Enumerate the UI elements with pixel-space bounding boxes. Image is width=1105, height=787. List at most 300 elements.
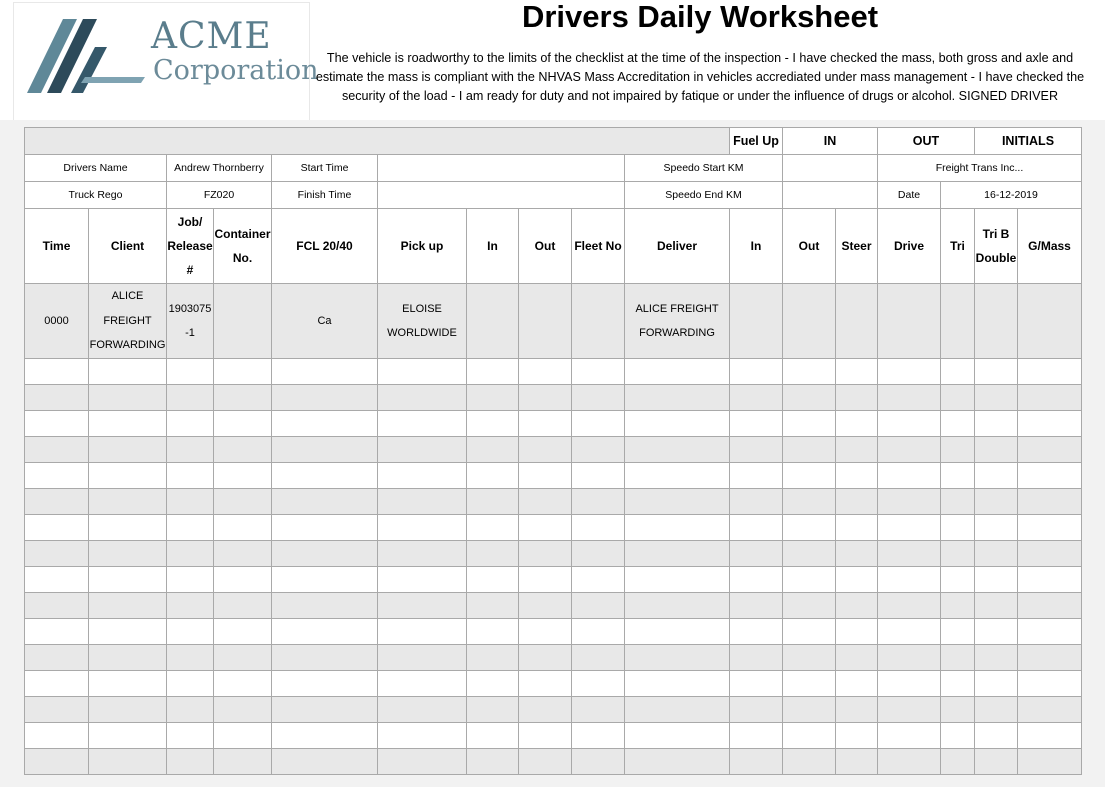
empty-cell[interactable]: [25, 359, 89, 385]
empty-cell[interactable]: [625, 489, 730, 515]
empty-cell[interactable]: [25, 619, 89, 645]
empty-cell[interactable]: [467, 359, 519, 385]
empty-cell[interactable]: [783, 411, 836, 437]
empty-cell[interactable]: [25, 385, 89, 411]
empty-cell[interactable]: [25, 723, 89, 749]
empty-cell[interactable]: [730, 359, 783, 385]
empty-cell[interactable]: [941, 697, 975, 723]
empty-cell[interactable]: [25, 437, 89, 463]
empty-cell[interactable]: [836, 385, 878, 411]
empty-cell[interactable]: [730, 437, 783, 463]
empty-cell[interactable]: [783, 723, 836, 749]
empty-cell[interactable]: [572, 567, 625, 593]
empty-cell[interactable]: [625, 567, 730, 593]
empty-cell[interactable]: [378, 489, 467, 515]
empty-cell[interactable]: [1018, 567, 1082, 593]
empty-cell[interactable]: [1018, 671, 1082, 697]
empty-cell[interactable]: [975, 697, 1018, 723]
empty-cell[interactable]: [975, 723, 1018, 749]
empty-cell[interactable]: [89, 593, 167, 619]
empty-cell[interactable]: [783, 697, 836, 723]
drivers-name-value[interactable]: Andrew Thornberry: [167, 155, 272, 182]
empty-cell[interactable]: [378, 541, 467, 567]
empty-cell[interactable]: [89, 359, 167, 385]
empty-cell[interactable]: [975, 593, 1018, 619]
empty-cell[interactable]: [519, 359, 572, 385]
empty-cell[interactable]: [272, 749, 378, 775]
empty-cell[interactable]: [836, 515, 878, 541]
empty-cell[interactable]: [378, 567, 467, 593]
empty-cell[interactable]: [836, 567, 878, 593]
empty-cell[interactable]: [272, 697, 378, 723]
empty-cell[interactable]: [25, 671, 89, 697]
empty-cell[interactable]: [25, 749, 89, 775]
empty-cell[interactable]: [836, 723, 878, 749]
empty-cell[interactable]: [783, 515, 836, 541]
empty-cell[interactable]: [167, 671, 214, 697]
empty-cell[interactable]: [975, 619, 1018, 645]
empty-cell[interactable]: [783, 385, 836, 411]
empty-cell[interactable]: [519, 567, 572, 593]
empty-cell[interactable]: [730, 723, 783, 749]
empty-cell[interactable]: [89, 697, 167, 723]
empty-cell[interactable]: [572, 645, 625, 671]
empty-cell[interactable]: [572, 749, 625, 775]
empty-cell[interactable]: [214, 671, 272, 697]
empty-cell[interactable]: [730, 619, 783, 645]
empty-cell[interactable]: [25, 541, 89, 567]
empty-cell[interactable]: [167, 749, 214, 775]
empty-cell[interactable]: [783, 671, 836, 697]
empty-cell[interactable]: [467, 671, 519, 697]
empty-cell[interactable]: [941, 541, 975, 567]
empty-cell[interactable]: [25, 593, 89, 619]
empty-cell[interactable]: [783, 541, 836, 567]
empty-cell[interactable]: [625, 515, 730, 541]
speedo-start-value[interactable]: [783, 155, 878, 182]
empty-cell[interactable]: [783, 593, 836, 619]
empty-cell[interactable]: [272, 671, 378, 697]
empty-cell[interactable]: [89, 541, 167, 567]
empty-cell[interactable]: [214, 619, 272, 645]
empty-cell[interactable]: [1018, 593, 1082, 619]
empty-cell[interactable]: [272, 385, 378, 411]
empty-cell[interactable]: [572, 619, 625, 645]
empty-cell[interactable]: [730, 749, 783, 775]
empty-cell[interactable]: [519, 619, 572, 645]
empty-cell[interactable]: [730, 515, 783, 541]
empty-cell[interactable]: [572, 463, 625, 489]
empty-cell[interactable]: [272, 437, 378, 463]
empty-cell[interactable]: [878, 359, 941, 385]
empty-cell[interactable]: [519, 671, 572, 697]
empty-cell[interactable]: [272, 359, 378, 385]
cell-tri-b-double[interactable]: [975, 284, 1018, 359]
cell-out-2[interactable]: [783, 284, 836, 359]
empty-cell[interactable]: [378, 515, 467, 541]
empty-cell[interactable]: [467, 515, 519, 541]
empty-cell[interactable]: [214, 411, 272, 437]
empty-cell[interactable]: [214, 489, 272, 515]
empty-cell[interactable]: [878, 489, 941, 515]
empty-cell[interactable]: [572, 671, 625, 697]
empty-cell[interactable]: [730, 645, 783, 671]
empty-cell[interactable]: [836, 645, 878, 671]
empty-cell[interactable]: [975, 567, 1018, 593]
empty-cell[interactable]: [1018, 749, 1082, 775]
empty-cell[interactable]: [378, 671, 467, 697]
empty-cell[interactable]: [1018, 619, 1082, 645]
empty-cell[interactable]: [519, 749, 572, 775]
empty-cell[interactable]: [167, 541, 214, 567]
empty-cell[interactable]: [730, 385, 783, 411]
empty-cell[interactable]: [467, 697, 519, 723]
cell-client[interactable]: ALICE FREIGHT FORWARDING: [89, 284, 167, 359]
empty-cell[interactable]: [730, 593, 783, 619]
empty-cell[interactable]: [167, 697, 214, 723]
start-time-value[interactable]: [378, 155, 625, 182]
empty-cell[interactable]: [467, 437, 519, 463]
empty-cell[interactable]: [625, 359, 730, 385]
empty-cell[interactable]: [625, 723, 730, 749]
empty-cell[interactable]: [167, 515, 214, 541]
empty-cell[interactable]: [783, 619, 836, 645]
empty-cell[interactable]: [167, 437, 214, 463]
empty-cell[interactable]: [878, 697, 941, 723]
empty-cell[interactable]: [625, 671, 730, 697]
empty-cell[interactable]: [467, 411, 519, 437]
empty-cell[interactable]: [272, 515, 378, 541]
empty-cell[interactable]: [272, 619, 378, 645]
col-tri-b-double: [975, 209, 1018, 284]
empty-cell[interactable]: [975, 541, 1018, 567]
empty-cell[interactable]: [625, 619, 730, 645]
empty-cell[interactable]: [625, 411, 730, 437]
empty-cell[interactable]: [572, 593, 625, 619]
empty-cell[interactable]: [836, 437, 878, 463]
empty-cell[interactable]: [836, 411, 878, 437]
empty-cell[interactable]: [89, 567, 167, 593]
empty-cell[interactable]: [214, 385, 272, 411]
empty-cell[interactable]: [214, 567, 272, 593]
empty-cell[interactable]: [941, 723, 975, 749]
empty-cell[interactable]: [836, 619, 878, 645]
cell-pickup[interactable]: ELOISE WORLDWIDE: [378, 284, 467, 359]
empty-cell[interactable]: [167, 593, 214, 619]
empty-cell[interactable]: [783, 489, 836, 515]
empty-cell[interactable]: [214, 749, 272, 775]
empty-cell[interactable]: [572, 437, 625, 463]
empty-cell[interactable]: [941, 619, 975, 645]
empty-cell[interactable]: [625, 645, 730, 671]
empty-cell[interactable]: [878, 411, 941, 437]
empty-cell[interactable]: [272, 723, 378, 749]
empty-cell[interactable]: [975, 489, 1018, 515]
empty-cell[interactable]: [1018, 515, 1082, 541]
empty-cell[interactable]: [572, 385, 625, 411]
empty-cell[interactable]: [975, 671, 1018, 697]
empty-cell[interactable]: [625, 697, 730, 723]
empty-cell[interactable]: [467, 541, 519, 567]
empty-cell[interactable]: [878, 385, 941, 411]
empty-cell[interactable]: [378, 619, 467, 645]
empty-cell[interactable]: [519, 723, 572, 749]
empty-cell[interactable]: [730, 411, 783, 437]
empty-cell[interactable]: [878, 671, 941, 697]
empty-cell[interactable]: [25, 489, 89, 515]
empty-cell[interactable]: [378, 749, 467, 775]
empty-cell[interactable]: [519, 697, 572, 723]
empty-cell[interactable]: [378, 359, 467, 385]
cell-in-2[interactable]: [730, 284, 783, 359]
in-header: IN: [783, 128, 878, 155]
empty-cell[interactable]: [878, 541, 941, 567]
cell-time[interactable]: 0000: [25, 284, 89, 359]
empty-cell[interactable]: [467, 593, 519, 619]
empty-cell[interactable]: [836, 671, 878, 697]
empty-cell[interactable]: [878, 463, 941, 489]
empty-cell[interactable]: [25, 515, 89, 541]
cell-job-release[interactable]: 1903075-1: [167, 284, 214, 359]
empty-cell[interactable]: [730, 567, 783, 593]
empty-cell[interactable]: [975, 515, 1018, 541]
empty-cell[interactable]: [1018, 697, 1082, 723]
empty-cell[interactable]: [941, 437, 975, 463]
empty-cell[interactable]: [214, 515, 272, 541]
company-logo: [13, 2, 319, 121]
empty-cell[interactable]: [730, 489, 783, 515]
truck-rego-value[interactable]: FZ020: [167, 182, 272, 209]
empty-cell[interactable]: [378, 593, 467, 619]
empty-cell[interactable]: [878, 567, 941, 593]
empty-cell[interactable]: [519, 385, 572, 411]
empty-cell[interactable]: [878, 437, 941, 463]
empty-cell[interactable]: [167, 411, 214, 437]
cell-steer[interactable]: [836, 284, 878, 359]
empty-cell[interactable]: [625, 463, 730, 489]
empty-cell[interactable]: [783, 463, 836, 489]
empty-cell[interactable]: [878, 723, 941, 749]
empty-cell[interactable]: [272, 411, 378, 437]
empty-cell[interactable]: [941, 749, 975, 775]
empty-cell[interactable]: [572, 411, 625, 437]
empty-cell[interactable]: [214, 593, 272, 619]
empty-cell[interactable]: [836, 463, 878, 489]
empty-cell[interactable]: [836, 697, 878, 723]
empty-cell[interactable]: [378, 411, 467, 437]
empty-cell[interactable]: [783, 359, 836, 385]
empty-cell[interactable]: [836, 541, 878, 567]
empty-cell[interactable]: [167, 645, 214, 671]
empty-cell[interactable]: [519, 489, 572, 515]
empty-cell[interactable]: [941, 671, 975, 697]
empty-cell[interactable]: [467, 619, 519, 645]
empty-cell[interactable]: [89, 749, 167, 775]
empty-cell[interactable]: [519, 593, 572, 619]
empty-cell[interactable]: [378, 697, 467, 723]
empty-cell[interactable]: [878, 593, 941, 619]
empty-cell[interactable]: [519, 541, 572, 567]
empty-cell[interactable]: [25, 411, 89, 437]
empty-cell[interactable]: [378, 437, 467, 463]
empty-cell[interactable]: [214, 541, 272, 567]
empty-cell[interactable]: [214, 697, 272, 723]
company-name[interactable]: Freight Trans Inc...: [878, 155, 1082, 182]
empty-cell[interactable]: [167, 385, 214, 411]
cell-in[interactable]: [467, 284, 519, 359]
empty-cell[interactable]: [89, 515, 167, 541]
empty-cell[interactable]: [25, 463, 89, 489]
empty-cell[interactable]: [783, 567, 836, 593]
empty-cell[interactable]: [89, 671, 167, 697]
empty-cell[interactable]: [214, 437, 272, 463]
empty-cell[interactable]: [1018, 723, 1082, 749]
cell-container[interactable]: [214, 284, 272, 359]
empty-cell[interactable]: [167, 463, 214, 489]
empty-cell[interactable]: [467, 489, 519, 515]
empty-cell[interactable]: [625, 749, 730, 775]
empty-cell[interactable]: [167, 359, 214, 385]
empty-cell[interactable]: [625, 541, 730, 567]
cell-out[interactable]: [519, 284, 572, 359]
empty-cell[interactable]: [572, 489, 625, 515]
empty-cell[interactable]: [519, 437, 572, 463]
empty-cell[interactable]: [836, 593, 878, 619]
empty-cell[interactable]: [272, 567, 378, 593]
cell-deliver[interactable]: ALICE FREIGHT FORWARDING: [625, 284, 730, 359]
empty-cell[interactable]: [730, 463, 783, 489]
empty-cell[interactable]: [25, 645, 89, 671]
empty-cell[interactable]: [975, 385, 1018, 411]
empty-cell[interactable]: [1018, 489, 1082, 515]
empty-cell[interactable]: [467, 749, 519, 775]
empty-cell[interactable]: [878, 749, 941, 775]
empty-cell[interactable]: [941, 385, 975, 411]
empty-cell[interactable]: [1018, 645, 1082, 671]
empty-cell[interactable]: [519, 463, 572, 489]
empty-cell[interactable]: [836, 359, 878, 385]
empty-cell[interactable]: [836, 749, 878, 775]
empty-cell[interactable]: [89, 411, 167, 437]
empty-cell[interactable]: [272, 541, 378, 567]
empty-cell[interactable]: [836, 489, 878, 515]
empty-cell[interactable]: [730, 697, 783, 723]
empty-cell[interactable]: [941, 359, 975, 385]
cell-fcl[interactable]: Ca: [272, 284, 378, 359]
empty-cell[interactable]: [89, 723, 167, 749]
empty-cell[interactable]: [25, 697, 89, 723]
cell-drive[interactable]: [878, 284, 941, 359]
empty-cell[interactable]: [975, 437, 1018, 463]
empty-cell[interactable]: [378, 723, 467, 749]
empty-cell[interactable]: [941, 463, 975, 489]
empty-cell[interactable]: [89, 463, 167, 489]
empty-cell[interactable]: [89, 437, 167, 463]
empty-cell[interactable]: [975, 463, 1018, 489]
empty-cell[interactable]: [25, 567, 89, 593]
empty-cell[interactable]: [378, 463, 467, 489]
empty-cell[interactable]: [941, 515, 975, 541]
cell-tri[interactable]: [941, 284, 975, 359]
empty-cell[interactable]: [975, 749, 1018, 775]
empty-cell[interactable]: [378, 385, 467, 411]
speedo-end-value[interactable]: [783, 182, 878, 209]
empty-cell[interactable]: [167, 619, 214, 645]
empty-cell[interactable]: [1018, 411, 1082, 437]
empty-cell[interactable]: [975, 645, 1018, 671]
empty-cell[interactable]: [214, 645, 272, 671]
empty-cell[interactable]: [167, 723, 214, 749]
empty-cell[interactable]: [272, 489, 378, 515]
empty-cell[interactable]: [878, 619, 941, 645]
empty-cell[interactable]: [467, 463, 519, 489]
empty-cell[interactable]: [467, 645, 519, 671]
empty-cell[interactable]: [783, 645, 836, 671]
empty-cell[interactable]: [272, 593, 378, 619]
empty-cell[interactable]: [975, 359, 1018, 385]
empty-cell[interactable]: [1018, 359, 1082, 385]
empty-cell[interactable]: [89, 645, 167, 671]
empty-cell[interactable]: [941, 411, 975, 437]
empty-cell[interactable]: [214, 359, 272, 385]
empty-cell[interactable]: [975, 411, 1018, 437]
empty-cell[interactable]: [941, 593, 975, 619]
empty-cell[interactable]: [941, 567, 975, 593]
empty-cell[interactable]: [89, 385, 167, 411]
empty-cell[interactable]: [1018, 541, 1082, 567]
empty-cell[interactable]: [572, 515, 625, 541]
empty-cell[interactable]: [1018, 385, 1082, 411]
empty-cell[interactable]: [214, 723, 272, 749]
empty-cell[interactable]: [941, 645, 975, 671]
empty-cell[interactable]: [89, 489, 167, 515]
empty-cell[interactable]: [519, 515, 572, 541]
empty-cell[interactable]: [572, 541, 625, 567]
empty-cell[interactable]: [730, 541, 783, 567]
empty-cell[interactable]: [572, 723, 625, 749]
cell-gmass[interactable]: [1018, 284, 1082, 359]
empty-cell[interactable]: [89, 619, 167, 645]
empty-cell[interactable]: [625, 385, 730, 411]
empty-cell[interactable]: [167, 567, 214, 593]
empty-cell[interactable]: [272, 463, 378, 489]
empty-cell[interactable]: [272, 645, 378, 671]
empty-cell[interactable]: [941, 489, 975, 515]
empty-cell[interactable]: [467, 723, 519, 749]
empty-cell[interactable]: [378, 645, 467, 671]
empty-cell[interactable]: [625, 437, 730, 463]
empty-cell[interactable]: [519, 411, 572, 437]
empty-cell[interactable]: [1018, 463, 1082, 489]
empty-cell[interactable]: [783, 749, 836, 775]
date-value[interactable]: 16-12-2019: [941, 182, 1082, 209]
empty-cell[interactable]: [519, 645, 572, 671]
empty-cell[interactable]: [625, 593, 730, 619]
empty-cell[interactable]: [214, 463, 272, 489]
empty-cell[interactable]: [878, 515, 941, 541]
empty-cell[interactable]: [467, 385, 519, 411]
empty-cell[interactable]: [167, 489, 214, 515]
finish-time-value[interactable]: [378, 182, 625, 209]
empty-cell[interactable]: [783, 437, 836, 463]
empty-cell[interactable]: [1018, 437, 1082, 463]
empty-cell[interactable]: [572, 697, 625, 723]
empty-cell[interactable]: [572, 359, 625, 385]
empty-cell[interactable]: [878, 645, 941, 671]
cell-fleet-no[interactable]: [572, 284, 625, 359]
empty-cell[interactable]: [467, 567, 519, 593]
empty-cell[interactable]: [730, 671, 783, 697]
